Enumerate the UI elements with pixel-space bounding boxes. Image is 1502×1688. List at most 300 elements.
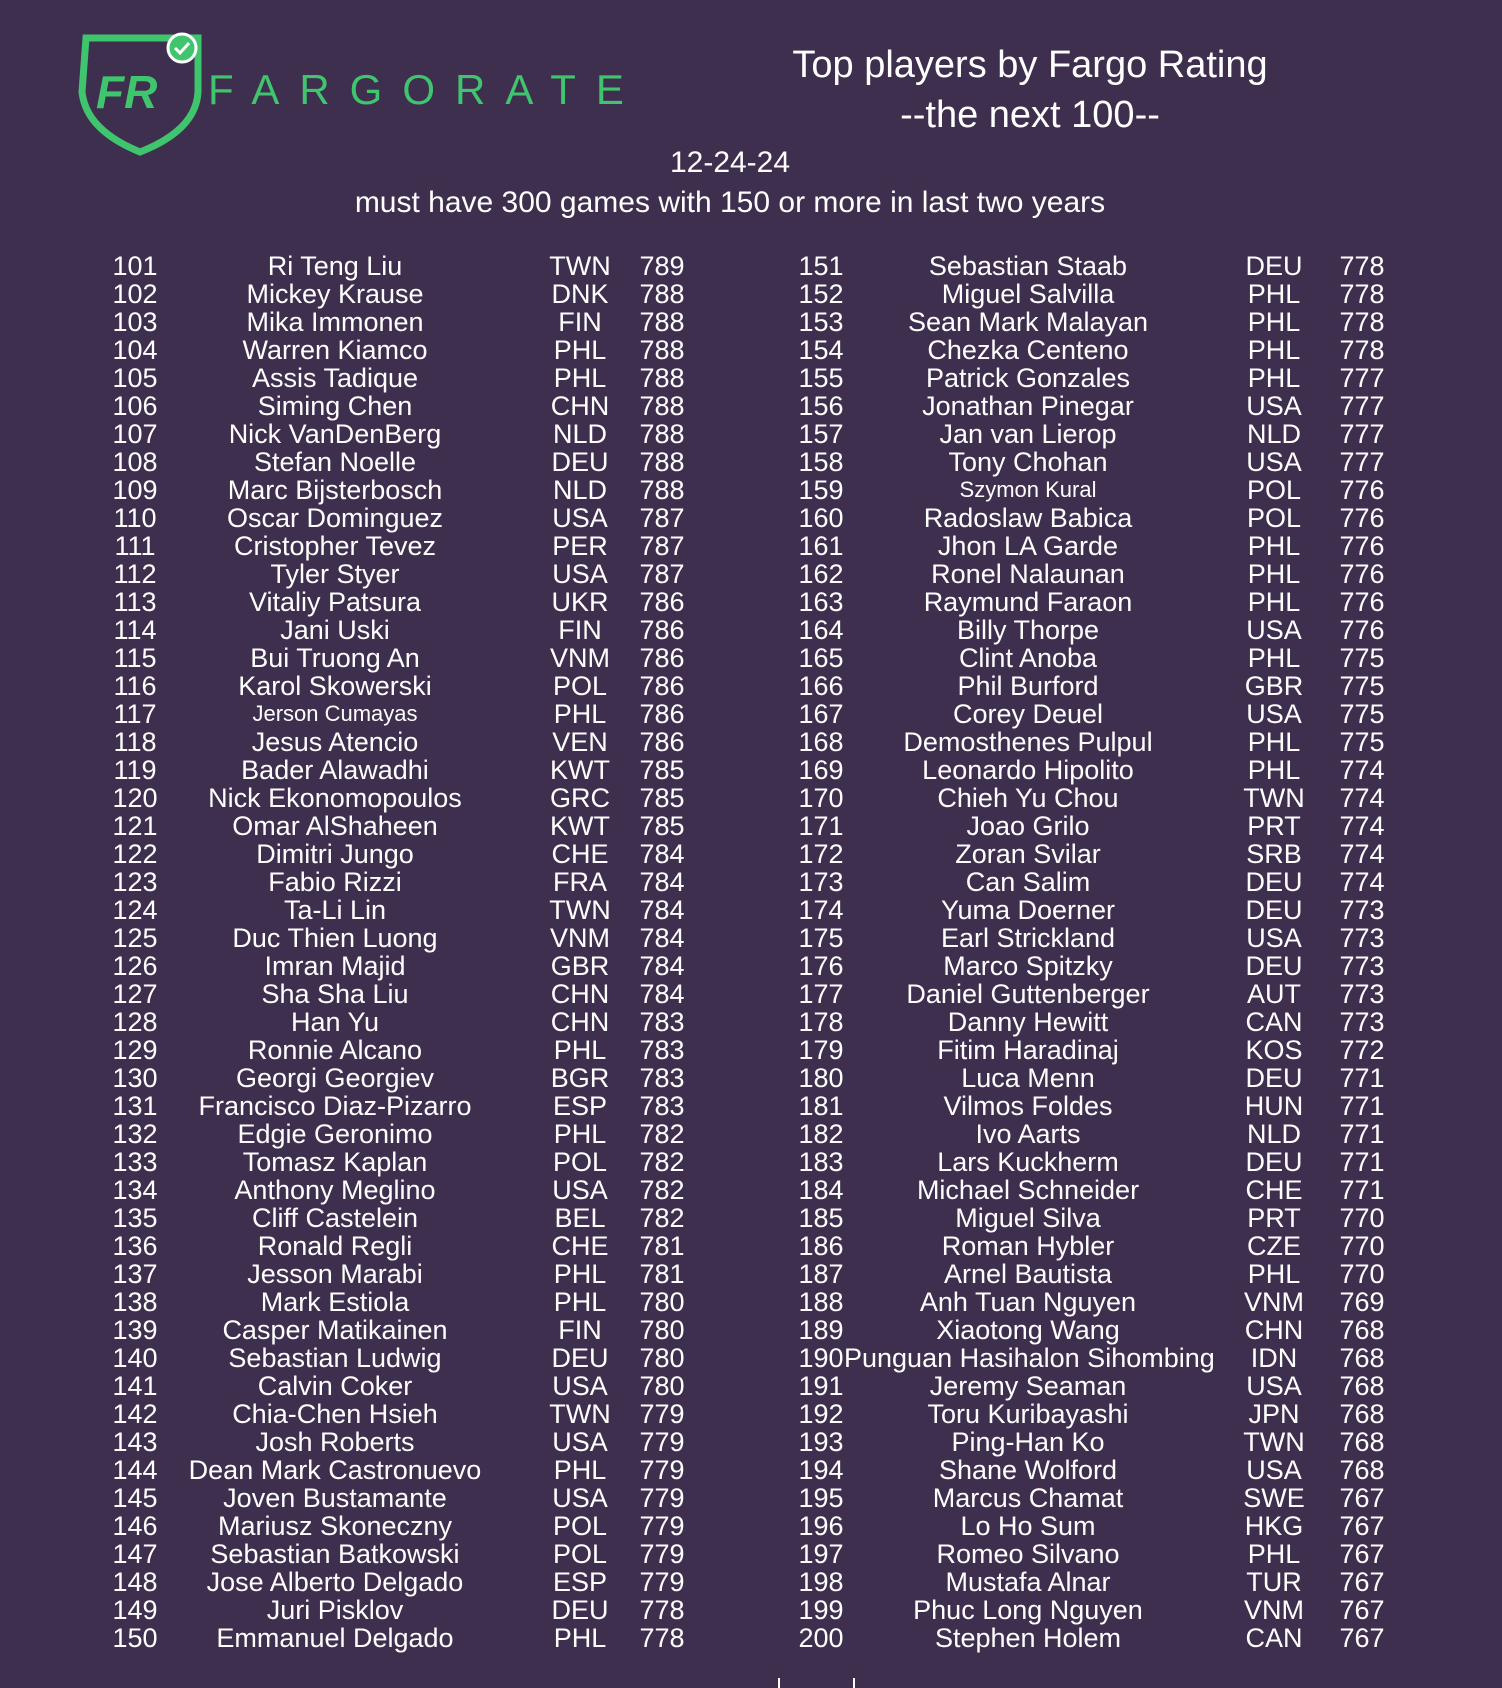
player-rating: 785	[639, 755, 685, 785]
player-country: USA	[552, 503, 608, 533]
player-rating: 786	[639, 727, 685, 757]
player-country: DEU	[551, 1343, 609, 1373]
player-rank: 106	[112, 391, 158, 421]
player-country: AUT	[1247, 979, 1301, 1009]
player-rank: 115	[113, 643, 157, 673]
player-rank: 120	[112, 783, 158, 813]
player-rank: 113	[113, 587, 157, 617]
player-rating: 774	[1339, 811, 1385, 841]
player-rating: 786	[639, 643, 685, 673]
player-country: GBR	[550, 951, 610, 981]
player-rating: 771	[1339, 1147, 1385, 1177]
player-country: ESP	[552, 1091, 608, 1121]
player-rank: 125	[112, 923, 158, 953]
player-rank: 129	[112, 1035, 158, 1065]
player-rating: 775	[1339, 671, 1385, 701]
player-rank: 149	[112, 1595, 158, 1625]
player-name: Josh Roberts	[255, 1427, 415, 1457]
player-country: VEN	[552, 727, 608, 757]
player-name: Vilmos Foldes	[943, 1091, 1113, 1121]
eligibility-rule: must have 300 games with 150 or more in last two years	[354, 186, 1106, 219]
player-country: USA	[1246, 615, 1302, 645]
player-rank: 172	[798, 839, 844, 869]
player-country: CHN	[550, 1007, 610, 1037]
player-rank: 182	[798, 1119, 844, 1149]
player-country: VNM	[550, 643, 610, 673]
player-rank: 123	[112, 867, 158, 897]
player-name: Fitim Haradinaj	[937, 1035, 1119, 1065]
player-rating: 789	[639, 251, 685, 281]
player-rank: 162	[798, 559, 844, 589]
player-rank: 199	[798, 1595, 844, 1625]
player-rating: 784	[639, 951, 685, 981]
player-name: Mariusz Skoneczny	[217, 1511, 453, 1541]
player-name: Raymund Faraon	[923, 587, 1133, 617]
player-rating: 768	[1339, 1315, 1385, 1345]
player-name: Marco Spitzky	[943, 951, 1113, 981]
player-rating: 788	[639, 475, 685, 505]
player-rating: 768	[1339, 1371, 1385, 1401]
player-name: Juri Pisklov	[266, 1595, 404, 1625]
player-name: Sebastian Ludwig	[228, 1343, 442, 1373]
player-rating: 771	[1339, 1175, 1385, 1205]
player-rating: 770	[1339, 1231, 1385, 1261]
player-name: Bader Alawadhi	[241, 755, 429, 785]
player-country: NLD	[1246, 1119, 1301, 1149]
player-name: Ivo Aarts	[975, 1119, 1081, 1149]
player-rating: 786	[639, 615, 685, 645]
player-country: POL	[552, 671, 608, 701]
bottom-tick-mark	[778, 1678, 780, 1688]
player-rating: 782	[639, 1119, 685, 1149]
player-rank: 150	[112, 1623, 158, 1653]
player-name: Han Yu	[290, 1007, 380, 1037]
player-rating: 773	[1339, 979, 1385, 1009]
player-country: PHL	[1247, 727, 1301, 757]
player-name: Ri Teng Liu	[267, 251, 403, 281]
player-rank: 145	[112, 1483, 158, 1513]
player-name: Jani Uski	[280, 615, 390, 645]
player-country: TUR	[1246, 1567, 1302, 1597]
player-rank: 134	[112, 1175, 158, 1205]
player-rating: 777	[1339, 419, 1385, 449]
player-country: POL	[552, 1147, 608, 1177]
player-rank: 102	[112, 279, 158, 309]
player-rank: 104	[112, 335, 158, 365]
player-rating: 779	[639, 1455, 685, 1485]
pool-ball-icon	[168, 34, 196, 62]
player-rating: 785	[639, 783, 685, 813]
player-rating: 769	[1339, 1287, 1385, 1317]
player-rating: 783	[639, 1091, 685, 1121]
player-rating: 772	[1339, 1035, 1385, 1065]
player-name: Francisco Diaz-Pizarro	[198, 1091, 472, 1121]
player-name: Bui Truong An	[250, 643, 420, 673]
player-name: Nick VanDenBerg	[228, 419, 442, 449]
player-name: Lars Kuckherm	[937, 1147, 1119, 1177]
player-name: Omar AlShaheen	[232, 811, 438, 841]
player-name: Joven Bustamante	[223, 1483, 447, 1513]
player-country: POL	[1246, 503, 1302, 533]
player-rank: 193	[798, 1427, 844, 1457]
player-rank: 132	[112, 1119, 158, 1149]
player-rank: 137	[112, 1259, 158, 1289]
player-country: DEU	[551, 447, 609, 477]
player-country: CHE	[1245, 1175, 1303, 1205]
player-name: Punguan Hasihalon Sihombing	[844, 1343, 1215, 1373]
player-name: Tyler Styer	[270, 559, 400, 589]
player-rating: 783	[639, 1035, 685, 1065]
player-rating: 788	[639, 419, 685, 449]
player-rank: 140	[112, 1343, 158, 1373]
player-country: GRC	[550, 783, 610, 813]
player-rank: 170	[798, 783, 844, 813]
player-country: PHL	[1247, 335, 1301, 365]
player-rating: 788	[639, 447, 685, 477]
player-rank: 142	[112, 1399, 158, 1429]
player-rating: 787	[639, 503, 685, 533]
player-rank: 116	[113, 671, 157, 701]
player-rating: 779	[639, 1539, 685, 1569]
player-name: Fabio Rizzi	[268, 867, 402, 897]
player-country: PHL	[1247, 559, 1301, 589]
player-rank: 160	[798, 503, 844, 533]
player-country: BEL	[554, 1203, 606, 1233]
logo-initials: FR	[96, 66, 158, 118]
player-country: PRT	[1247, 811, 1301, 841]
player-country: DEU	[1245, 1063, 1303, 1093]
player-rating: 777	[1339, 391, 1385, 421]
player-rating: 779	[639, 1427, 685, 1457]
player-rating: 768	[1339, 1399, 1385, 1429]
player-rank: 184	[798, 1175, 844, 1205]
player-rank: 152	[798, 279, 844, 309]
player-name: Szymon Kural	[959, 477, 1097, 502]
player-name: Jeremy Seaman	[929, 1371, 1127, 1401]
player-rank: 154	[798, 335, 844, 365]
fargorate-logo	[78, 30, 644, 160]
player-country: DEU	[1245, 251, 1303, 281]
player-name: Roman Hybler	[941, 1231, 1115, 1261]
player-rank: 101	[112, 251, 158, 281]
player-country: NLD	[1246, 419, 1301, 449]
player-country: PHL	[553, 335, 607, 365]
player-rating: 782	[639, 1203, 685, 1233]
player-rank: 135	[112, 1203, 158, 1233]
player-rank: 169	[798, 755, 844, 785]
player-rank: 186	[798, 1231, 844, 1261]
player-rating: 775	[1339, 727, 1385, 757]
player-name: Stephen Holem	[934, 1623, 1122, 1653]
player-country: PRT	[1247, 1203, 1301, 1233]
player-rating: 786	[639, 671, 685, 701]
player-name: Vitaliy Patsura	[248, 587, 422, 617]
player-rank: 138	[112, 1287, 158, 1317]
player-country: PHL	[1247, 363, 1301, 393]
player-country: CHN	[550, 979, 610, 1009]
player-rating: 782	[639, 1147, 685, 1177]
player-rating: 788	[639, 363, 685, 393]
player-country: FIN	[558, 307, 602, 337]
player-country: KOS	[1245, 1035, 1303, 1065]
player-rating: 784	[639, 923, 685, 953]
player-rating: 781	[639, 1231, 685, 1261]
player-name: Edgie Geronimo	[237, 1119, 433, 1149]
player-name: Sebastian Staab	[928, 251, 1128, 281]
player-country: PHL	[553, 1287, 607, 1317]
player-rating: 770	[1339, 1203, 1385, 1233]
player-name: Clint Anoba	[958, 643, 1098, 673]
player-name: Marcus Chamat	[932, 1483, 1124, 1513]
player-name: Billy Thorpe	[956, 615, 1100, 645]
player-country: NLD	[552, 475, 607, 505]
player-name: Georgi Georgiev	[235, 1063, 435, 1093]
player-rating: 770	[1339, 1259, 1385, 1289]
player-name: Miguel Salvilla	[941, 279, 1115, 309]
player-rating: 784	[639, 979, 685, 1009]
player-rank: 156	[798, 391, 844, 421]
player-rank: 197	[798, 1539, 844, 1569]
player-country: CHE	[551, 1231, 609, 1261]
player-name: Jan van Lierop	[939, 419, 1117, 449]
player-rank: 127	[112, 979, 158, 1009]
player-rank: 192	[798, 1399, 844, 1429]
player-name: Chezka Centeno	[927, 335, 1129, 365]
player-rating: 784	[639, 839, 685, 869]
player-name: Lo Ho Sum	[960, 1511, 1096, 1541]
player-country: USA	[1246, 1455, 1302, 1485]
player-rating: 788	[639, 391, 685, 421]
player-rating: 787	[639, 559, 685, 589]
player-rank: 163	[798, 587, 844, 617]
player-country: PHL	[1247, 279, 1301, 309]
player-rank: 189	[798, 1315, 844, 1345]
player-country: JPN	[1248, 1399, 1300, 1429]
player-rating: 781	[639, 1259, 685, 1289]
player-rank: 165	[798, 643, 844, 673]
player-name: Jerson Cumayas	[252, 701, 418, 726]
player-country: PHL	[553, 1119, 607, 1149]
player-rating: 767	[1339, 1623, 1385, 1653]
player-country: PHL	[553, 1035, 607, 1065]
player-rank: 183	[798, 1147, 844, 1177]
player-name: Tomasz Kaplan	[242, 1147, 428, 1177]
player-rating: 780	[639, 1287, 685, 1317]
player-rating: 776	[1339, 587, 1385, 617]
player-country: POL	[1246, 475, 1302, 505]
player-country: TWN	[1243, 1427, 1305, 1457]
player-name: Sean Mark Malayan	[907, 307, 1149, 337]
player-rating: 767	[1339, 1595, 1385, 1625]
player-rank: 151	[798, 251, 844, 281]
player-name: Imran Majid	[264, 951, 406, 981]
player-rank: 122	[112, 839, 158, 869]
player-country: DEU	[1245, 951, 1303, 981]
player-rank: 158	[798, 447, 844, 477]
player-rating: 785	[639, 811, 685, 841]
player-rating: 774	[1339, 783, 1385, 813]
player-rank: 177	[798, 979, 844, 1009]
player-name: Jesus Atencio	[251, 727, 419, 757]
player-rating: 778	[639, 1595, 685, 1625]
player-rating: 776	[1339, 615, 1385, 645]
player-name: Phuc Long Nguyen	[913, 1595, 1143, 1625]
player-country: UKR	[551, 587, 609, 617]
player-country: USA	[552, 1483, 608, 1513]
player-rank: 190	[798, 1343, 844, 1373]
player-rating: 788	[639, 335, 685, 365]
player-rank: 107	[112, 419, 158, 449]
player-rating: 767	[1339, 1539, 1385, 1569]
player-country: USA	[1246, 699, 1302, 729]
player-country: CZE	[1247, 1231, 1301, 1261]
player-country: SRB	[1246, 839, 1302, 869]
player-name: Demosthenes Pulpul	[903, 727, 1153, 757]
player-rank: 167	[798, 699, 844, 729]
player-country: PHL	[553, 1259, 607, 1289]
player-name: Dean Mark Castronuevo	[188, 1455, 482, 1485]
player-country: POL	[552, 1511, 608, 1541]
player-rating: 779	[639, 1567, 685, 1597]
player-rank: 161	[798, 531, 844, 561]
ranking-date: 12-24-24	[669, 146, 791, 179]
player-country: CHN	[1244, 1315, 1304, 1345]
player-rank: 159	[798, 475, 844, 505]
player-rank: 144	[112, 1455, 158, 1485]
player-name: Toru Kuribayashi	[927, 1399, 1129, 1429]
player-rank: 179	[798, 1035, 844, 1065]
player-rating: 768	[1339, 1343, 1385, 1373]
player-rating: 779	[639, 1399, 685, 1429]
player-rating: 775	[1339, 643, 1385, 673]
player-name: Anthony Meglino	[234, 1175, 436, 1205]
player-name: Chia-Chen Hsieh	[232, 1399, 438, 1429]
player-rating: 788	[639, 279, 685, 309]
player-country: PHL	[553, 1455, 607, 1485]
player-rank: 175	[798, 923, 844, 953]
player-country: USA	[552, 1175, 608, 1205]
player-rank: 114	[113, 615, 157, 645]
player-rating: 782	[639, 1175, 685, 1205]
player-rank: 112	[113, 559, 157, 589]
player-rating: 773	[1339, 895, 1385, 925]
player-rating: 767	[1339, 1567, 1385, 1597]
player-rating: 778	[639, 1623, 685, 1653]
player-country: HUN	[1244, 1091, 1304, 1121]
bottom-tick-mark	[853, 1678, 855, 1688]
player-country: PHL	[1247, 755, 1301, 785]
player-name: Luca Menn	[961, 1063, 1095, 1093]
player-name: Patrick Gonzales	[925, 363, 1131, 393]
player-country: SWE	[1243, 1483, 1305, 1513]
player-rank: 117	[113, 699, 157, 729]
player-country: VNM	[1244, 1595, 1304, 1625]
player-rating: 780	[639, 1343, 685, 1373]
player-rank: 108	[112, 447, 158, 477]
player-country: VNM	[550, 923, 610, 953]
player-rank: 126	[112, 951, 158, 981]
player-name: Jonathan Pinegar	[922, 391, 1134, 421]
player-rank: 153	[798, 307, 844, 337]
player-rating: 787	[639, 531, 685, 561]
player-country: TWN	[549, 895, 611, 925]
page-subtitle: --the next 100--	[900, 94, 1160, 136]
player-rank: 105	[112, 363, 158, 393]
player-country: TWN	[549, 251, 611, 281]
player-name: Shane Wolford	[938, 1455, 1118, 1485]
player-rank: 174	[798, 895, 844, 925]
player-name: Daniel Guttenberger	[906, 979, 1150, 1009]
player-name: Ta-Li Lin	[283, 895, 387, 925]
brand-name: FARGORATE	[208, 66, 644, 113]
player-rating: 784	[639, 867, 685, 897]
player-country: USA	[552, 559, 608, 589]
player-rank: 128	[112, 1007, 158, 1037]
player-rank: 143	[112, 1427, 158, 1457]
player-name: Radoslaw Babica	[923, 503, 1133, 533]
player-name: Ronnie Alcano	[247, 1035, 423, 1065]
player-country: CAN	[1245, 1623, 1303, 1653]
player-country: PHL	[1247, 1259, 1301, 1289]
player-name: Casper Matikainen	[222, 1315, 448, 1345]
player-name: Leonardo Hipolito	[922, 755, 1134, 785]
player-name: Mark Estiola	[260, 1287, 410, 1317]
player-rating: 788	[639, 307, 685, 337]
player-rank: 121	[112, 811, 158, 841]
player-country: BGR	[550, 1063, 610, 1093]
player-name: Arnel Bautista	[943, 1259, 1113, 1289]
player-rating: 777	[1339, 363, 1385, 393]
player-country: FRA	[553, 867, 607, 897]
player-rank: 188	[798, 1287, 844, 1317]
player-rating: 778	[1339, 279, 1385, 309]
player-country: TWN	[1243, 783, 1305, 813]
player-country: FIN	[558, 1315, 602, 1345]
player-name: Tony Chohan	[948, 447, 1108, 477]
player-rank: 109	[112, 475, 158, 505]
player-rank: 157	[798, 419, 844, 449]
player-rating: 776	[1339, 559, 1385, 589]
player-country: CHE	[551, 839, 609, 869]
player-rating: 783	[639, 1007, 685, 1037]
player-rank: 196	[798, 1511, 844, 1541]
player-country: HKG	[1244, 1511, 1304, 1541]
player-name: Chieh Yu Chou	[937, 783, 1119, 813]
player-rank: 168	[798, 727, 844, 757]
player-country: USA	[1246, 1371, 1302, 1401]
player-rating: 778	[1339, 335, 1385, 365]
player-name: Zoran Svilar	[955, 839, 1101, 869]
player-rating: 776	[1339, 531, 1385, 561]
player-name: Sha Sha Liu	[261, 979, 409, 1009]
player-rating: 767	[1339, 1511, 1385, 1541]
player-country: USA	[552, 1427, 608, 1457]
player-name: Ronel Nalaunan	[931, 559, 1125, 589]
player-rank: 178	[798, 1007, 844, 1037]
player-name: Oscar Dominguez	[226, 503, 444, 533]
player-rank: 164	[798, 615, 844, 645]
player-rating: 773	[1339, 1007, 1385, 1037]
player-rating: 771	[1339, 1119, 1385, 1149]
player-country: DEU	[1245, 1147, 1303, 1177]
player-name: Danny Hewitt	[947, 1007, 1109, 1037]
player-name: Nick Ekonomopoulos	[208, 783, 462, 813]
player-country: FIN	[558, 615, 602, 645]
player-country: TWN	[549, 1399, 611, 1429]
player-rating: 780	[639, 1315, 685, 1345]
player-name: Dimitri Jungo	[256, 839, 414, 869]
player-name: Jose Alberto Delgado	[206, 1567, 464, 1597]
